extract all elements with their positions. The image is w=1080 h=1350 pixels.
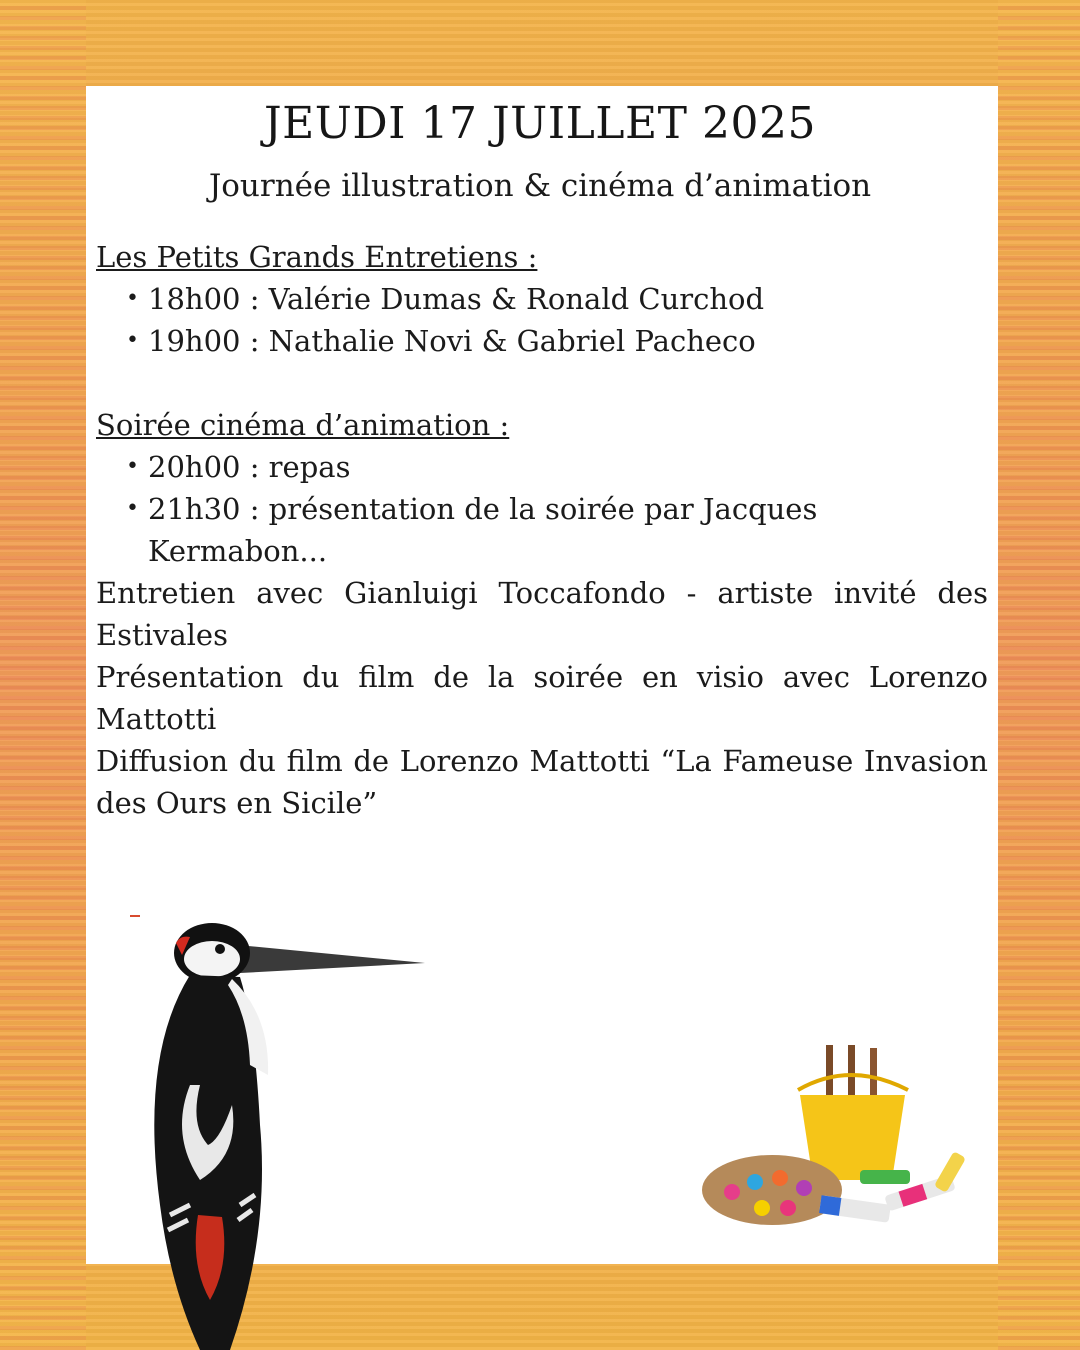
list-entretiens [96, 278, 988, 362]
list-item: • 19h00 : Nathalie Novi & Gabriel Pacheco [148, 320, 988, 362]
paint-palette-bucket-illustration [700, 1040, 980, 1230]
page-subtitle: Journée illustration & cinéma d’animation [208, 168, 872, 204]
section-heading-entretiens: Les Petits Grands Entretiens : [96, 240, 538, 274]
list-soiree [96, 446, 988, 572]
list-item: • 20h00 : repas [148, 446, 988, 488]
program-content [96, 236, 988, 824]
paragraph-diffusion: Diffusion du film de Lorenzo Mattotti “La Fameuse Invasion des Ours en Sicile” [96, 744, 988, 820]
list-item: • 21h30 : présentation de la soirée par Jacques Kermabon... [148, 488, 988, 572]
paragraph-entretien: Entretien avec Gianluigi Toccafondo - artiste invité des Estivales [96, 576, 988, 652]
paragraph-presentation: Présentation du film de la soirée en visio avec Lorenzo Mattotti [96, 660, 988, 736]
list-item: • 18h00 : Valérie Dumas & Ronald Curchod [148, 278, 988, 320]
section-heading-soiree: Soirée cinéma d’animation : [96, 408, 510, 442]
page-title: JEUDI 17 JUILLET 2025 [264, 98, 816, 149]
woodpecker-illustration [120, 905, 430, 1350]
